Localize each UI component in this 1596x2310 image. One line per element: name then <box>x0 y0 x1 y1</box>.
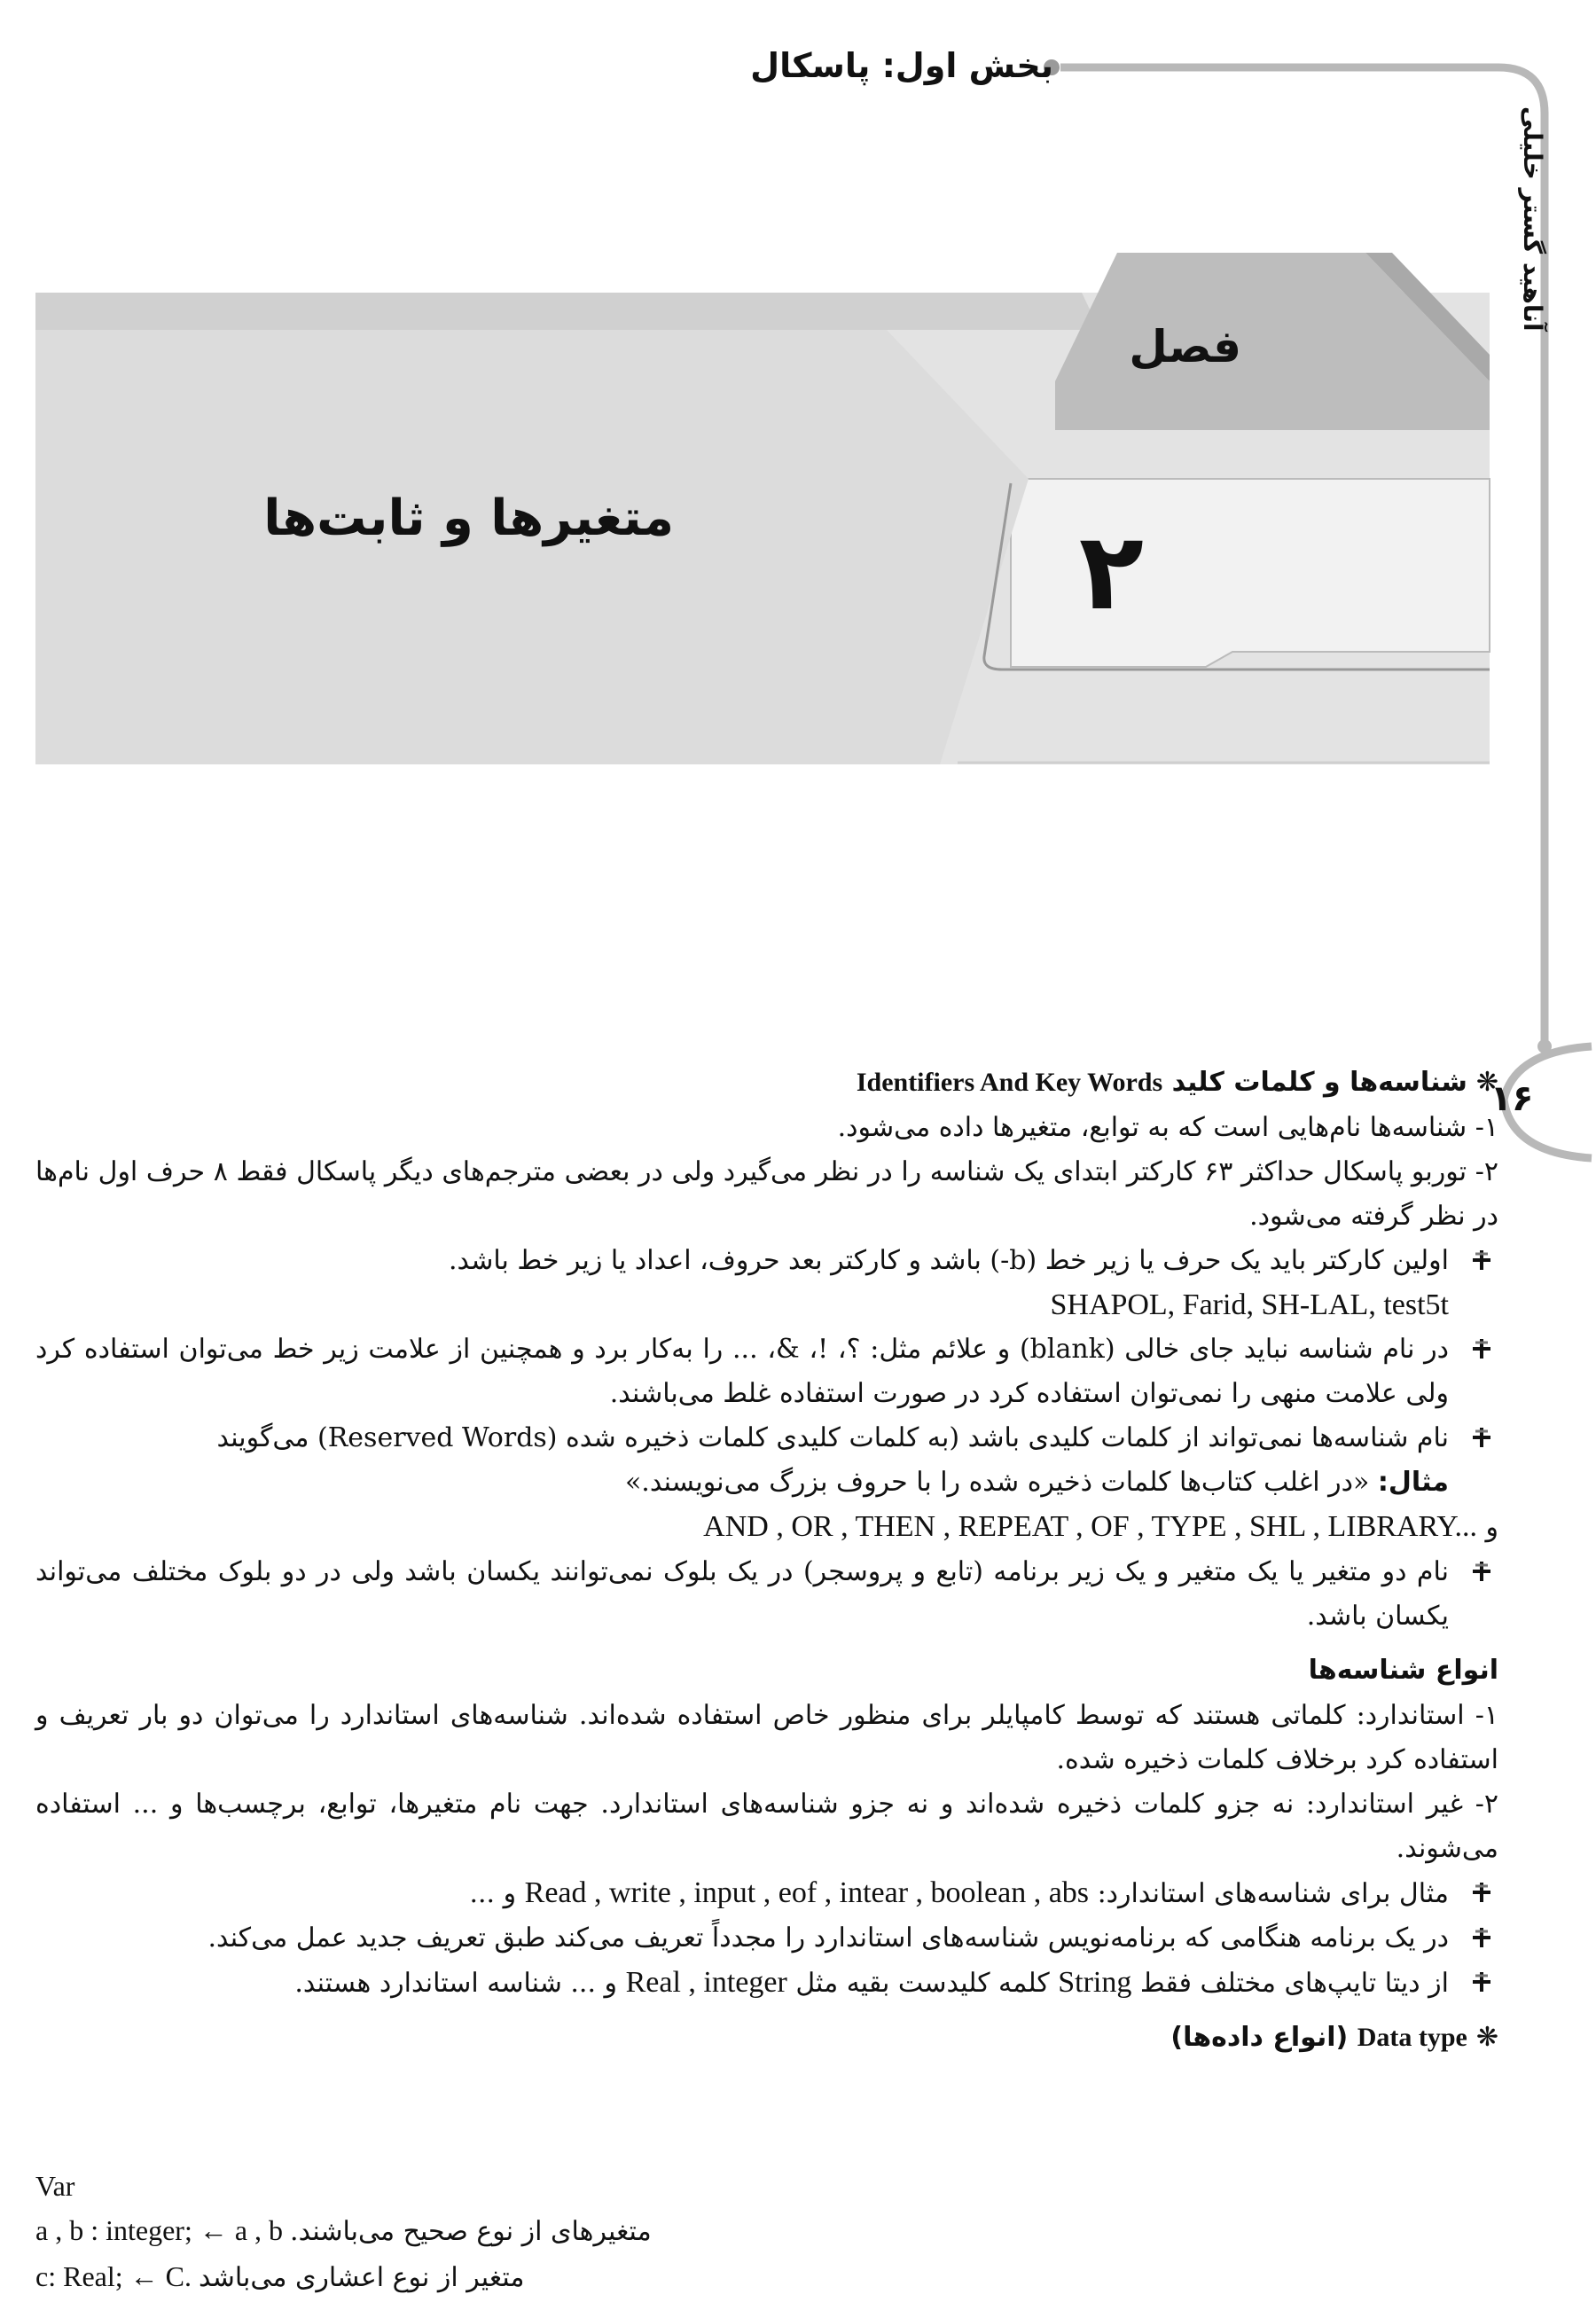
asterisk-icon: ❋ <box>1475 2022 1498 2053</box>
plus-bullet-icon <box>1472 1338 1491 1359</box>
plus-bullet-icon <box>1472 1249 1491 1271</box>
list-item: مثال برای شناسه‌های استاندارد: Read , write , input , eof , intear , boolean , abs و ... <box>35 1871 1498 1916</box>
plus-bullet-icon <box>1472 1561 1491 1582</box>
paragraph: ۱- استاندارد: کلماتی هستند که توسط کامپایلر برای منظور خاص استفاده شده‌اند. شناسه‌های استاندارد را می‌توان دو بار تعریف و استفاده کرد برخلاف کلمات ذخیره شده. <box>35 1700 1498 1775</box>
chapter-label: فصل <box>1129 321 1241 372</box>
chapter-number: ۲ <box>1078 511 1144 634</box>
part-title: بخش اول: پاسکال <box>750 46 1053 85</box>
paragraph: ۲- توربو پاسکال حداکثر ۶۳ کارکتر ابتدای یک شناسه را در نظر می‌گیرد ولی در بعضی مترجم‌های دیگر پاسکال فقط ۸ حرف اول نام‌ها در نظر گرفته می‌شود. <box>35 1156 1498 1232</box>
list-item: نام دو متغیر یا یک متغیر و یک زیر برنامه (تابع و پروسجر) در یک بلوک نمی‌توانند یکسان باشد ولی در دو بلوک مختلف می‌تواند یکسان باشد. <box>35 1550 1498 1639</box>
paragraph: ۲- غیر استاندارد: نه جزو کلمات ذخیره شده‌اند و نه جزو شناسه‌های استاندارد. جهت نام متغیرها، توابع، برچسب‌ها و ... استفاده می‌شوند. <box>35 1789 1498 1864</box>
plus-bullet-icon <box>1472 1427 1491 1448</box>
example-line: مثال: «در اغلب کتاب‌ها کلمات ذخیره شده را با حروف بزرگ می‌نویسند.» <box>624 1467 1449 1498</box>
paragraph: ۱- شناسه‌ها نام‌هایی است که به توابع، متغیرها داده می‌شود. <box>837 1112 1498 1143</box>
list-item: در یک برنامه هنگامی که برنامه‌نویس شناسه‌های استاندارد را مجدداً تعریف می‌کند طبق تعریف جدید عمل می‌کند. <box>35 1916 1498 1961</box>
list-item: در نام شناسه نباید جای خالی (blank) و علائم مثل: ؟، !، &، ... را به‌کار برد و همچنین از علامت زیر خط می‌توان استفاده کرد ولی علامت منهی را نمی‌توان استفاده کرد در صورت استفاده غلط می‌باشند. <box>35 1327 1498 1416</box>
plus-bullet-icon <box>1472 1882 1491 1903</box>
side-author-text: آناهید گستر خلیلی <box>1518 106 1547 332</box>
section-heading-data-type: ❋Data type (انواع داده‌ها) <box>1170 2022 1498 2053</box>
identifier-examples: SHAPOL, Farid, SH-LAL, test5t <box>1050 1288 1449 1321</box>
list-item: از دیتا تایپ‌های مختلف فقط String کلمه کلیدست بقیه مثل Real , integer و ... شناسه استاندارد هستند. <box>35 1961 1498 2006</box>
plus-bullet-icon <box>1472 1971 1491 1993</box>
page-number: ۱۶ <box>1490 1078 1534 1119</box>
banner-diagonal <box>35 330 1029 764</box>
asterisk-icon: ❋ <box>1475 1067 1498 1098</box>
list-item: نام شناسه‌ها نمی‌تواند از کلمات کلیدی باشد (به کلمات کلیدی کلمات ذخیره شده (Reserved Words) می‌گویند مثال: «در اغلب کتاب‌ها کلمات ذخیره شده را با حروف بزرگ می‌نویسند.» <box>35 1416 1498 1505</box>
section-heading-identifiers: ❋شناسه‌ها و کلمات کلید Identifiers And Key Words <box>856 1067 1498 1098</box>
code-sample <box>35 2164 833 2300</box>
banner-tab <box>1055 253 1490 430</box>
code-line: c: Real; ← C. متغیر از نوع اعشاری می‌باشد <box>35 2260 525 2293</box>
list-item: اولین کارکتر باید یک حرف یا زیر خط (b-) باشد و کارکتر بعد حروف، اعداد یا زیر خط باشد. SHAPOL, Farid, SH-LAL, test5t <box>35 1239 1498 1327</box>
code-line: Var <box>35 2170 75 2202</box>
section-heading-identifier-types: انواع شناسه‌ها <box>1308 1655 1498 1686</box>
plus-bullet-icon <box>1472 1927 1491 1948</box>
chapter-title: متغیرها و ثابت‌ها <box>263 489 674 547</box>
keywords-line: و AND , OR , THEN , REPEAT , OF , TYPE , SHL , LIBRARY... <box>703 1510 1498 1543</box>
banner-top-strip <box>35 293 1099 330</box>
page-body <box>35 1060 1498 2061</box>
code-line: a , b : integer; ← a , b متغیرهای از نوع صحیح می‌باشند. <box>35 2214 652 2247</box>
